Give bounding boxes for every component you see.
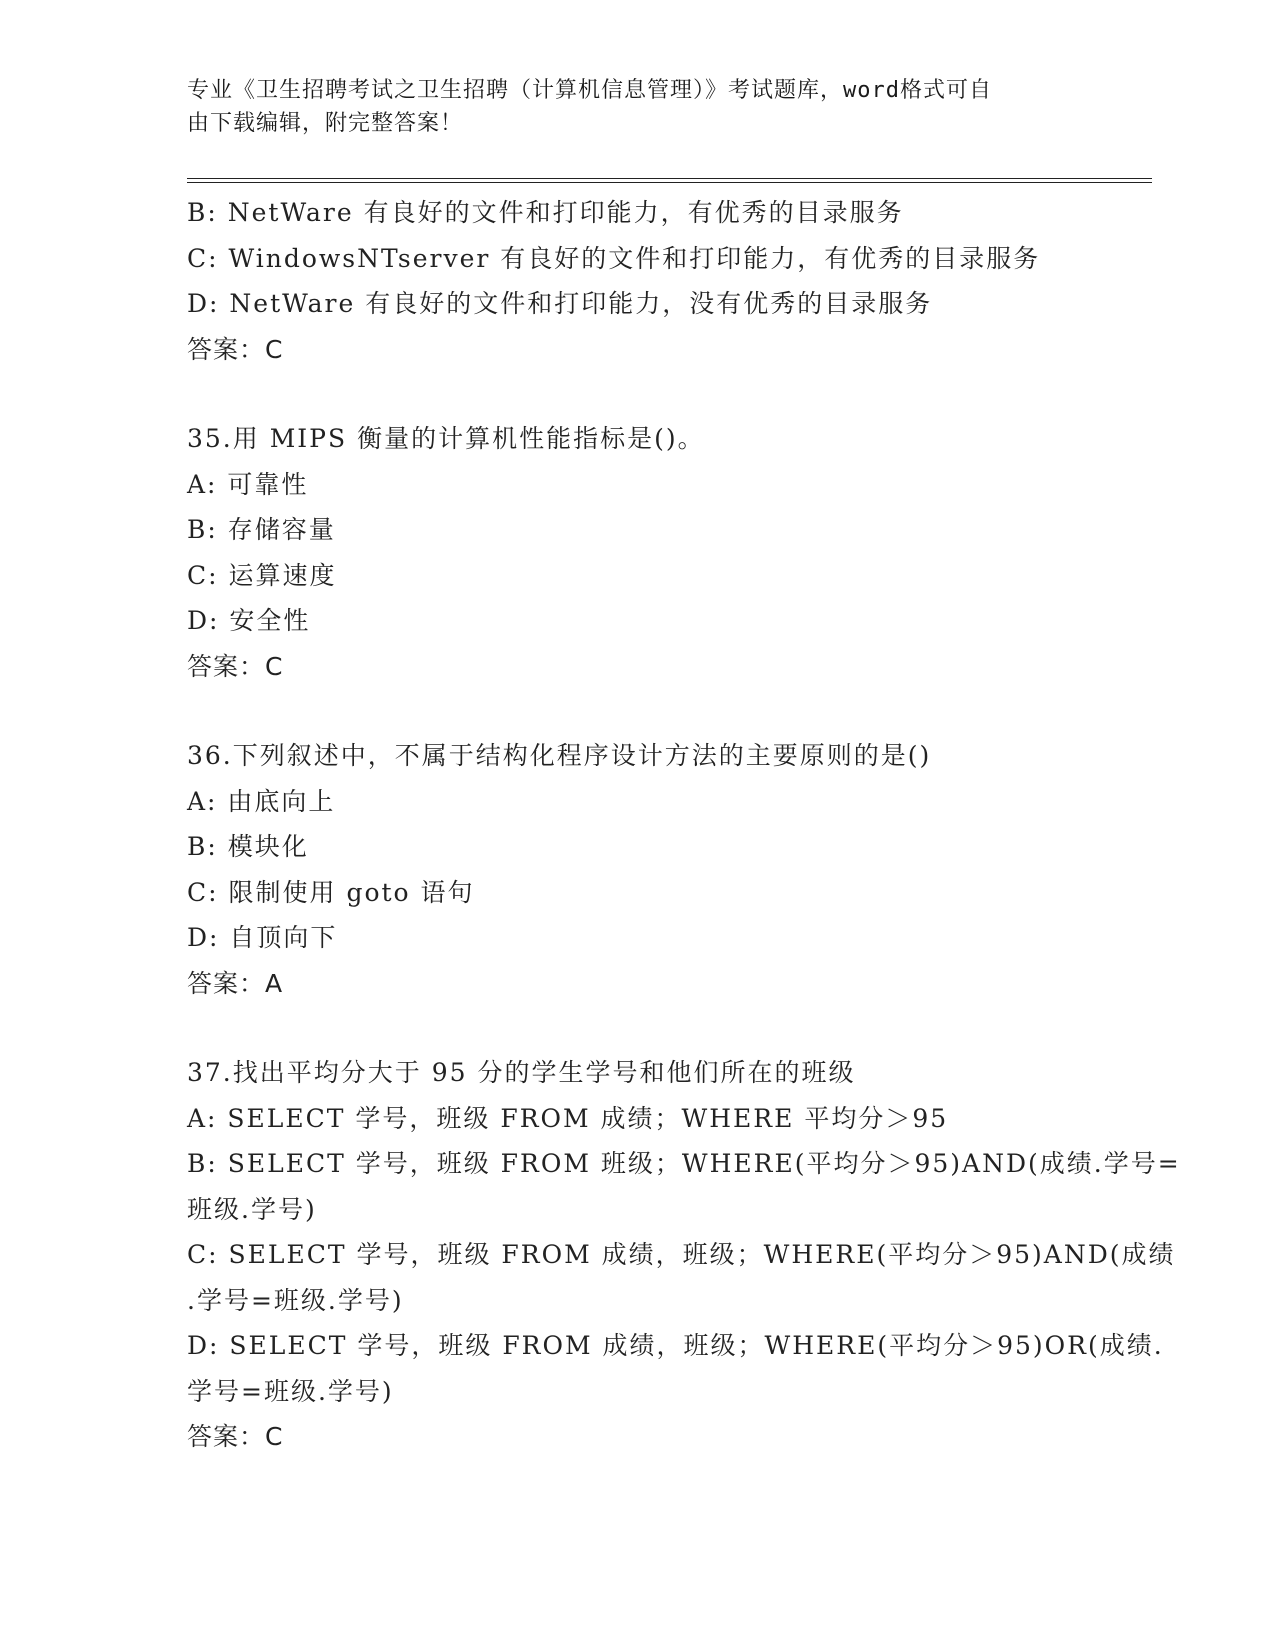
header-divider	[187, 178, 1152, 183]
document-header	[187, 74, 1067, 140]
option-a: A: SELECT 学号，班级 FROM 成绩；WHERE 平均分＞95	[187, 1103, 949, 1133]
question-36	[187, 733, 1087, 1006]
question-text: 37.找出平均分大于 95 分的学生学号和他们所在的班级	[187, 1058, 856, 1087]
option-b-line-2: 班级.学号)	[187, 1194, 317, 1224]
option-b: B: 模块化	[187, 832, 309, 861]
option-d: D: NetWare 有良好的文件和打印能力，没有优秀的目录服务	[187, 289, 933, 318]
option-d: D: 安全性	[187, 606, 311, 635]
option-b: B: NetWare 有良好的文件和打印能力，有优秀的目录服务	[187, 198, 904, 227]
answer: 答案：C	[187, 651, 284, 681]
question-35	[187, 416, 1087, 689]
option-d-line-1: D: SELECT 学号，班级 FROM 成绩，班级；WHERE(平均分＞95)OR(成绩.	[187, 1331, 1164, 1360]
question-text: 36.下列叙述中，不属于结构化程序设计方法的主要原则的是()	[187, 741, 932, 770]
question-list	[187, 190, 1181, 1460]
header-line-1: 专业《卫生招聘考试之卫生招聘（计算机信息管理）》考试题库，word格式可自	[187, 78, 992, 103]
option-c: C: 限制使用 goto 语句	[187, 877, 475, 907]
option-b: B: 存储容量	[187, 515, 336, 544]
answer: 答案：C	[187, 334, 284, 364]
option-d-line-2: 学号=班级.学号)	[187, 1376, 394, 1406]
option-c: C: 运算速度	[187, 560, 337, 590]
option-d: D: 自顶向下	[187, 923, 338, 952]
question-text: 35.用 MIPS 衡量的计算机性能指标是()。	[187, 424, 705, 453]
option-c-line-1: C: SELECT 学号，班级 FROM 成绩，班级；WHERE(平均分＞95)AND(成绩	[187, 1240, 1176, 1269]
question-37	[187, 1050, 1181, 1460]
answer: 答案：A	[187, 968, 284, 998]
option-c-line-2: .学号=班级.学号)	[187, 1285, 404, 1315]
option-b-line-1: B: SELECT 学号，班级 FROM 班级；WHERE(平均分＞95)AND(成绩.学号=	[187, 1149, 1181, 1178]
question-34	[187, 190, 1087, 372]
option-c: C: WindowsNTserver 有良好的文件和打印能力，有优秀的目录服务	[187, 243, 1041, 273]
option-a: A: 可靠性	[187, 469, 309, 499]
option-a: A: 由底向上	[187, 786, 336, 816]
answer: 答案：C	[187, 1422, 284, 1451]
header-line-2: 由下载编辑，附完整答案！	[187, 111, 464, 136]
